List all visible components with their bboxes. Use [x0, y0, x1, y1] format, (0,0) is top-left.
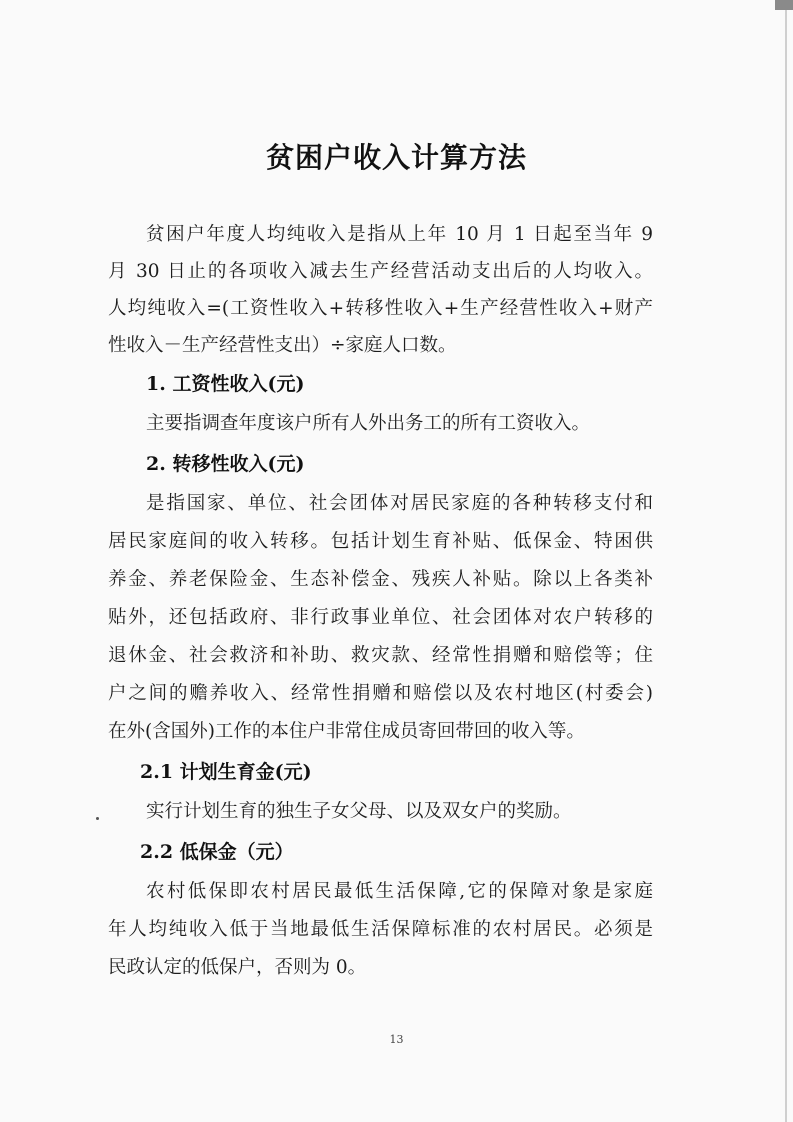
- scan-corner-mark: [775, 0, 793, 10]
- section-2-line-6: 户之间的赡养收入、经常性捐赠和赔偿以及农村地区(村委会): [108, 683, 653, 704]
- section-2-1-line-1: 实行计划生育的独生子女父母、以及双女户的奖励。: [146, 801, 572, 822]
- section-2-line-1: 是指国家、单位、社会团体对居民家庭的各种转移支付和: [146, 493, 653, 514]
- section-2-line-5: 退休金、社会救济和补助、救灾款、经常性捐赠和赔偿等；住: [108, 645, 653, 666]
- section-2-line-4: 贴外，还包括政府、非行政事业单位、社会团体对农户转移的: [108, 607, 653, 628]
- intro-line-1: 贫困户年度人均纯收入是指从上年 10 月 1 日起至当年 9: [146, 224, 653, 245]
- section-2-2-line-2: 年人均纯收入低于当地最低生活保障标准的农村居民。必须是: [108, 919, 653, 940]
- page-number: 13: [389, 1033, 404, 1046]
- section-2-2-line-1: 农村低保即农村居民最低生活保障,它的保障对象是家庭: [146, 881, 653, 902]
- intro-line-2: 月 30 日止的各项收入减去生产经营活动支出后的人均收入。: [108, 261, 653, 282]
- section-2-line-3: 养金、养老保险金、生态补偿金、残疾人补贴。除以上各类补: [108, 569, 653, 590]
- scan-speck: [96, 817, 99, 820]
- intro-line-3: 人均纯收入=(工资性收入+转移性收入+生产经营性收入+财产: [108, 298, 653, 319]
- section-1-heading: 1. 工资性收入(元): [146, 373, 305, 395]
- section-2-1-heading: 2.1 计划生育金(元): [140, 761, 312, 783]
- page-title: 贫困户收入计算方法: [265, 141, 527, 174]
- section-1-line-1: 主要指调查年度该户所有人外出务工的所有工资收入。: [146, 413, 591, 434]
- section-2-line-2: 居民家庭间的收入转移。包括计划生育补贴、低保金、特困供: [108, 531, 653, 552]
- section-2-2-heading: 2.2 低保金（元）: [140, 841, 294, 863]
- intro-line-4: 性收入－生产经营性支出）÷家庭人口数。: [108, 335, 457, 356]
- section-2-2-line-3: 民政认定的低保户，否则为 0。: [108, 957, 367, 978]
- section-2-line-7: 在外(含国外)工作的本住户非常住成员寄回带回的收入等。: [108, 721, 585, 742]
- section-2-heading: 2. 转移性收入(元): [146, 453, 305, 475]
